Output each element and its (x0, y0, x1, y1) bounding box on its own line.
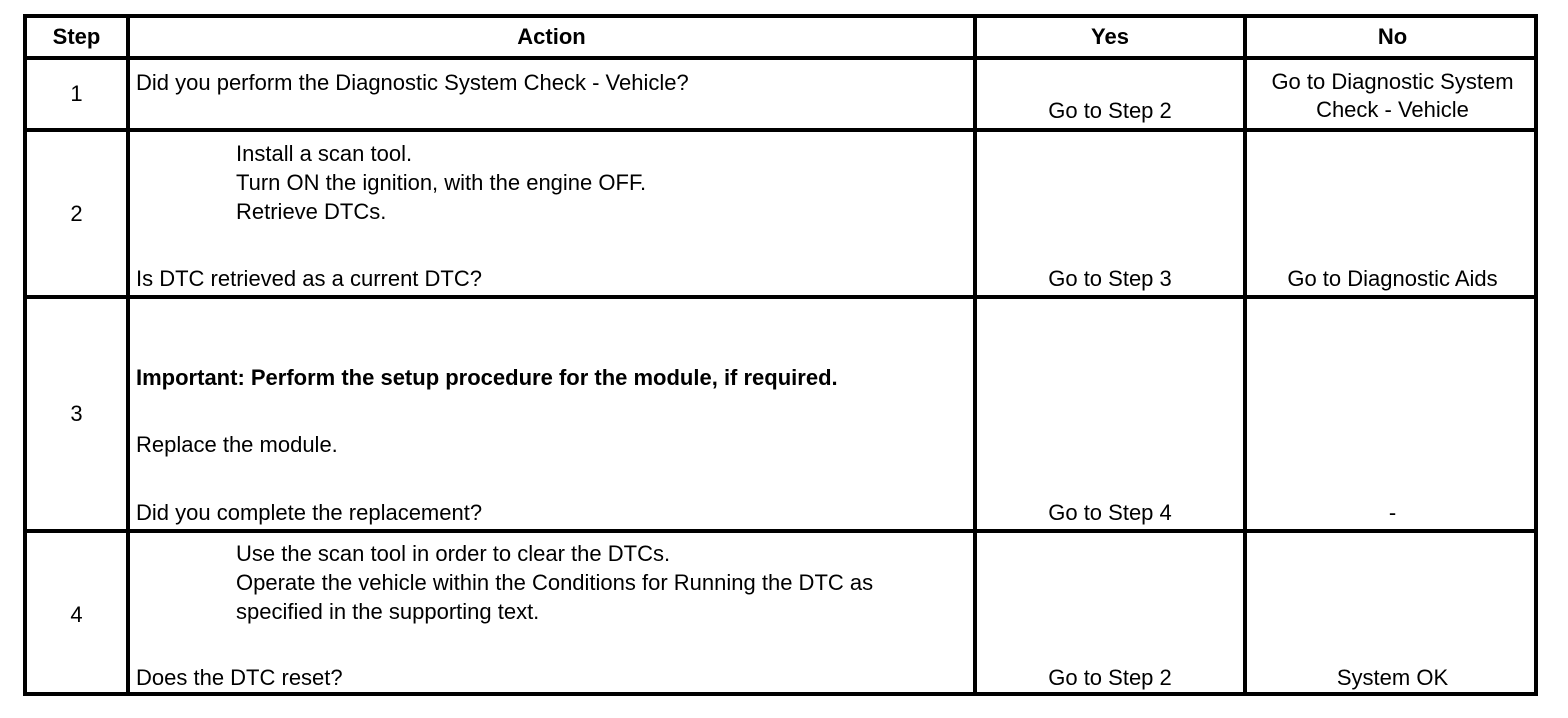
header-action: Action (130, 18, 977, 56)
step-number: 3 (27, 299, 130, 529)
yes-cell (977, 533, 1247, 696)
action-text: Replace the module. (136, 432, 338, 457)
header-yes: Yes (977, 18, 1247, 56)
table-row (27, 299, 1534, 533)
table-row (27, 132, 1534, 299)
header-no: No (1377, 24, 1408, 49)
action-item: Use the scan tool in order to clear the DTCs. (236, 541, 671, 566)
important-note: Important: Perform the setup procedure for the module, if required. (136, 365, 838, 390)
step-number: 1 (27, 60, 130, 128)
yes-cell (977, 132, 1247, 295)
no-link: System OK (1336, 665, 1449, 690)
no-cell (1247, 60, 1538, 128)
action-question: Did you perform the Diagnostic System Check - Vehicle? (136, 70, 689, 95)
no-link-line2: Check - Vehicle (1316, 97, 1469, 122)
no-link: Go to Diagnostic Aids (1287, 266, 1498, 291)
action-item: Retrieve DTCs. (236, 199, 387, 224)
yes-cell (977, 60, 1247, 128)
table-header-row (27, 18, 1534, 60)
step-number: 4 (27, 533, 130, 696)
no-cell (1247, 132, 1538, 295)
action-cell (130, 132, 977, 295)
yes-link: Go to Step 2 (1048, 665, 1172, 690)
yes-link: Go to Step 2 (1048, 98, 1172, 123)
no-link: - (1388, 500, 1397, 525)
action-question: Does the DTC reset? (136, 665, 343, 690)
table-row (27, 533, 1534, 696)
action-item: specified in the supporting text. (236, 599, 540, 624)
action-cell (130, 60, 977, 128)
action-question: Is DTC retrieved as a current DTC? (136, 266, 482, 291)
action-item: Turn ON the ignition, with the engine OFF. (236, 170, 647, 195)
table-row (27, 60, 1534, 132)
yes-cell (977, 299, 1247, 529)
diagnostic-table (23, 14, 1538, 696)
action-cell (130, 533, 977, 696)
no-link-line1: Go to Diagnostic System (1271, 69, 1514, 94)
no-cell (1247, 533, 1538, 696)
action-cell (130, 299, 977, 529)
step-number: 2 (27, 132, 130, 295)
action-item: Operate the vehicle within the Conditions for Running the DTC as (236, 570, 874, 595)
yes-link: Go to Step 4 (1048, 500, 1172, 525)
yes-link: Go to Step 3 (1048, 266, 1172, 291)
no-cell (1247, 299, 1538, 529)
header-step: Step (27, 18, 130, 56)
action-item: Install a scan tool. (236, 141, 413, 166)
action-question: Did you complete the replacement? (136, 500, 483, 525)
